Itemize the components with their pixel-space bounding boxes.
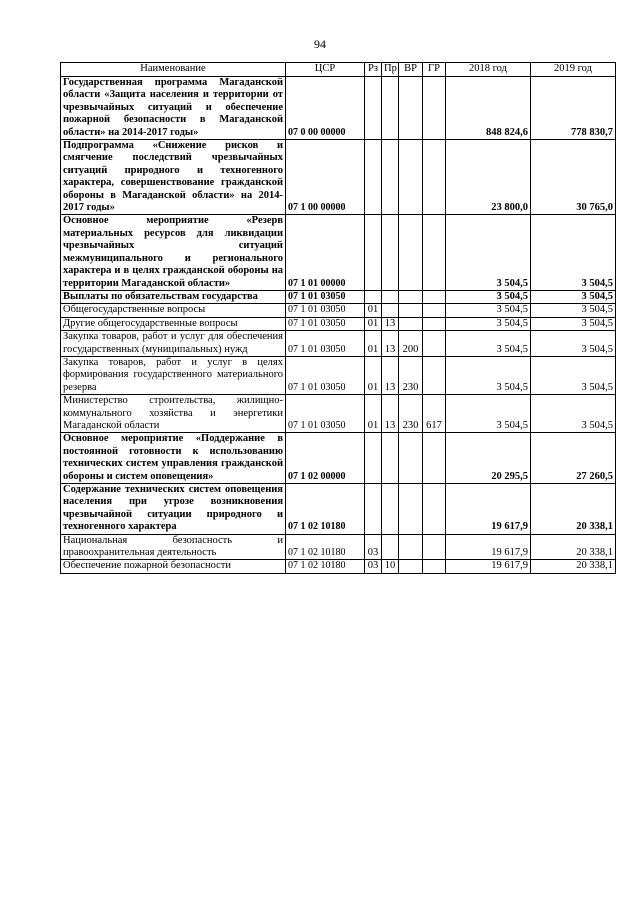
row-gr: [423, 356, 446, 394]
row-gr: [423, 560, 446, 573]
row-2018: 3 504,5: [446, 331, 531, 357]
row-2019: 3 504,5: [531, 317, 616, 330]
header-2019: 2019 год: [531, 63, 616, 77]
table-row: [61, 356, 616, 394]
row-2019: 27 260,5: [531, 433, 616, 484]
row-rz: [365, 433, 382, 484]
header-2018: 2018 год: [446, 63, 531, 77]
row-csr: 07 1 01 03050: [286, 304, 365, 317]
row-2019: 778 830,7: [531, 77, 616, 140]
row-name: Содержание технических систем оповещения населения при угрозе возникновения чрезвычайной ситуации природного и техногенного характера: [61, 484, 286, 535]
row-2019: 30 765,0: [531, 140, 616, 215]
row-vr: [399, 560, 423, 573]
row-2019: 3 504,5: [531, 290, 616, 303]
budget-table: [60, 62, 616, 574]
row-vr: [399, 77, 423, 140]
row-2018: 3 504,5: [446, 215, 531, 290]
row-csr: 07 1 02 10180: [286, 534, 365, 560]
row-name: Министерство строительства, жилищно-коммунального хозяйства и энергетики Магаданской области: [61, 395, 286, 433]
row-gr: [423, 304, 446, 317]
row-rz: [365, 290, 382, 303]
row-2018: 23 800,0: [446, 140, 531, 215]
row-pr: [382, 77, 399, 140]
row-pr: 13: [382, 356, 399, 394]
row-vr: 230: [399, 356, 423, 394]
row-csr: 07 1 01 03050: [286, 356, 365, 394]
row-name: Подпрограмма «Снижение рисков и смягчение последствий чрезвычайных ситуаций природного и техногенного характера, совершенствование гражданской обороны в Магаданской области» на 2014-2017 годы»: [61, 140, 286, 215]
row-name: Национальная безопасность и правоохранительная деятельность: [61, 534, 286, 560]
table-row: [61, 215, 616, 290]
header-gr: ГР: [423, 63, 446, 77]
row-rz: 01: [365, 317, 382, 330]
row-vr: 200: [399, 331, 423, 357]
table-row: [61, 484, 616, 535]
header-pr: Пр: [382, 63, 399, 77]
row-pr: [382, 140, 399, 215]
table-row: [61, 560, 616, 573]
row-pr: 10: [382, 560, 399, 573]
row-2018: 3 504,5: [446, 356, 531, 394]
row-csr: 07 1 02 10180: [286, 484, 365, 535]
row-pr: [382, 484, 399, 535]
row-csr: 07 1 00 00000: [286, 140, 365, 215]
row-vr: [399, 484, 423, 535]
row-pr: 13: [382, 331, 399, 357]
row-vr: [399, 290, 423, 303]
row-name: Основное мероприятие «Поддержание в постоянной готовности к использованию технических систем управления гражданской обороны и систем оповещения»: [61, 433, 286, 484]
row-csr: 07 1 01 00000: [286, 215, 365, 290]
row-2019: 20 338,1: [531, 560, 616, 573]
table-header-row: [61, 63, 616, 77]
row-pr: [382, 290, 399, 303]
row-rz: 03: [365, 560, 382, 573]
row-pr: [382, 215, 399, 290]
row-rz: 01: [365, 395, 382, 433]
row-name: Государственная программа Магаданской области «Защита населения и территории от чрезвычайных ситуаций и обеспечение пожарной безопасности в Магаданской области» на 2014-2017 годы»: [61, 77, 286, 140]
row-2019: 3 504,5: [531, 304, 616, 317]
row-vr: [399, 140, 423, 215]
row-csr: 07 0 00 00000: [286, 77, 365, 140]
row-rz: [365, 140, 382, 215]
row-vr: 230: [399, 395, 423, 433]
row-gr: [423, 215, 446, 290]
row-vr: [399, 534, 423, 560]
row-pr: [382, 534, 399, 560]
row-name: Основное мероприятие «Резерв материальных ресурсов для ликвидации чрезвычайных ситуаций межмуниципального и регионального характера и в целях гражданской обороны на территории Магаданской области»: [61, 215, 286, 290]
row-csr: 07 1 01 03050: [286, 317, 365, 330]
row-rz: [365, 484, 382, 535]
row-2018: 3 504,5: [446, 317, 531, 330]
table-row: [61, 534, 616, 560]
row-2018: 3 504,5: [446, 304, 531, 317]
row-rz: 01: [365, 331, 382, 357]
row-gr: [423, 140, 446, 215]
row-vr: [399, 215, 423, 290]
row-vr: [399, 317, 423, 330]
row-name: Обеспечение пожарной безопасности: [61, 560, 286, 573]
row-csr: 07 1 01 03050: [286, 290, 365, 303]
row-gr: [423, 317, 446, 330]
header-csr: ЦСР: [286, 63, 365, 77]
row-2019: 3 504,5: [531, 395, 616, 433]
row-vr: [399, 304, 423, 317]
row-2019: 3 504,5: [531, 356, 616, 394]
row-2018: 19 617,9: [446, 484, 531, 535]
row-pr: 13: [382, 395, 399, 433]
row-rz: 01: [365, 356, 382, 394]
row-rz: [365, 77, 382, 140]
header-rz: Рз: [365, 63, 382, 77]
row-csr: 07 1 01 03050: [286, 395, 365, 433]
row-2019: 3 504,5: [531, 215, 616, 290]
row-rz: [365, 215, 382, 290]
row-gr: [423, 77, 446, 140]
row-2018: 19 617,9: [446, 534, 531, 560]
row-2018: 3 504,5: [446, 290, 531, 303]
row-name: Общегосударственные вопросы: [61, 304, 286, 317]
row-gr: [423, 534, 446, 560]
row-gr: [423, 331, 446, 357]
table-row: [61, 290, 616, 303]
row-gr: [423, 484, 446, 535]
table-row: [61, 304, 616, 317]
row-csr: 07 1 01 03050: [286, 331, 365, 357]
row-pr: [382, 304, 399, 317]
table-row: [61, 433, 616, 484]
row-gr: [423, 433, 446, 484]
row-2018: 20 295,5: [446, 433, 531, 484]
row-rz: 01: [365, 304, 382, 317]
row-name: Закупка товаров, работ и услуг в целях формирования государственного материального резерва: [61, 356, 286, 394]
page-number: 94: [314, 37, 326, 51]
row-csr: 07 1 02 00000: [286, 433, 365, 484]
row-gr: [423, 290, 446, 303]
row-2019: 3 504,5: [531, 331, 616, 357]
table-row: [61, 331, 616, 357]
row-pr: 13: [382, 317, 399, 330]
row-vr: [399, 433, 423, 484]
row-csr: 07 1 02 10180: [286, 560, 365, 573]
row-pr: [382, 433, 399, 484]
table-row: [61, 77, 616, 140]
row-rz: 03: [365, 534, 382, 560]
header-name: Наименование: [61, 63, 286, 77]
table-row: [61, 140, 616, 215]
header-vr: ВР: [399, 63, 423, 77]
row-2018: 848 824,6: [446, 77, 531, 140]
table-row: [61, 317, 616, 330]
row-2018: 19 617,9: [446, 560, 531, 573]
row-name: Закупка товаров, работ и услуг для обеспечения государственных (муниципальных) нужд: [61, 331, 286, 357]
row-name: Другие общегосударственные вопросы: [61, 317, 286, 330]
row-name: Выплаты по обязательствам государства: [61, 290, 286, 303]
row-gr: 617: [423, 395, 446, 433]
table-row: [61, 395, 616, 433]
row-2018: 3 504,5: [446, 395, 531, 433]
row-2019: 20 338,1: [531, 534, 616, 560]
row-2019: 20 338,1: [531, 484, 616, 535]
